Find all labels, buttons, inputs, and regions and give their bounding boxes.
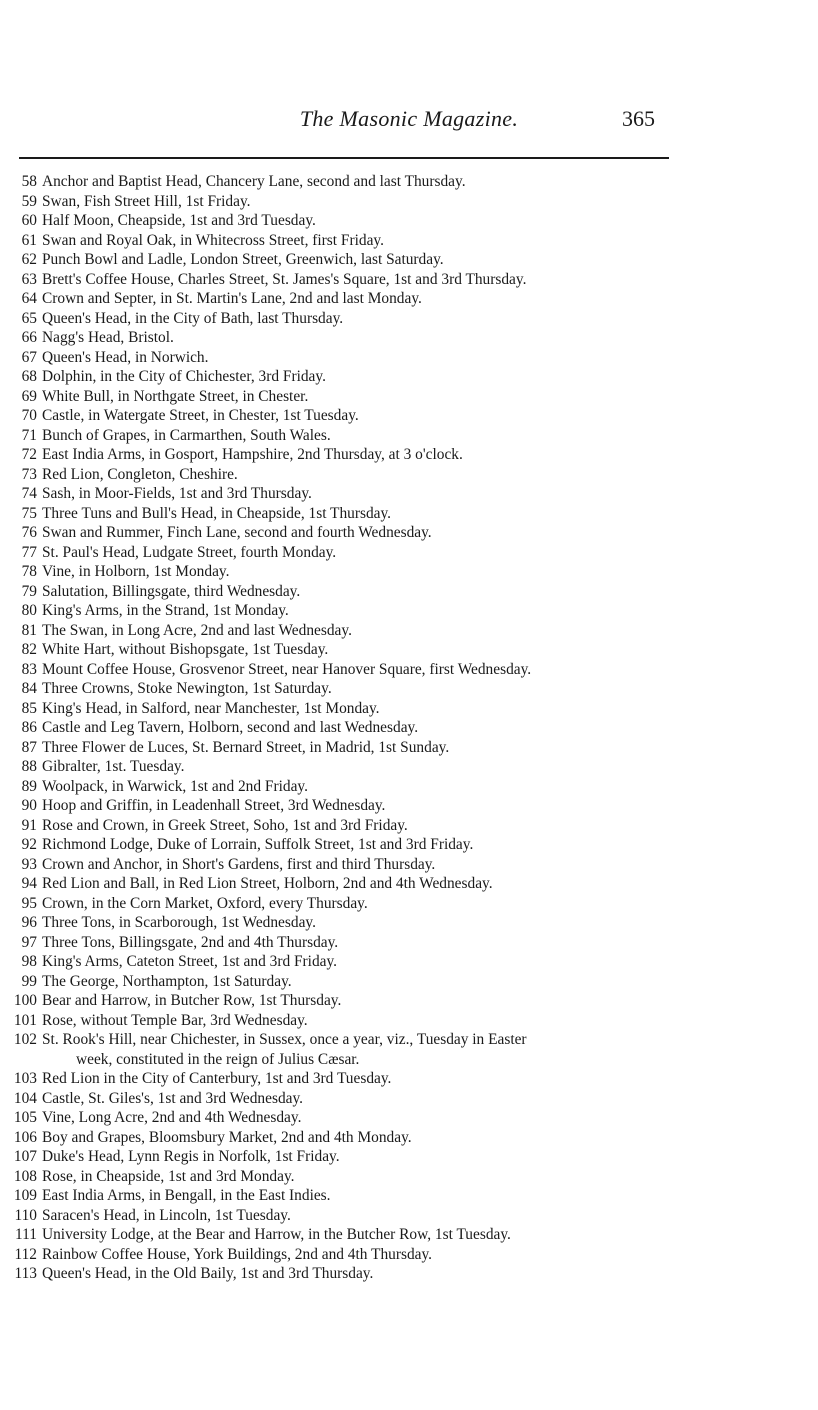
lodge-description: Crown, in the Corn Market, Oxford, every Thursday. xyxy=(42,894,368,912)
lodge-description: Hoop and Griffin, in Leadenhall Street, 3rd Wednesday. xyxy=(42,797,386,814)
lodge-description: Duke's Head, Lynn Regis in Norfolk, 1st Friday. xyxy=(42,1148,340,1165)
lodge-number: 77 xyxy=(21,543,37,561)
lodge-number: 72 xyxy=(21,446,37,463)
lodge-description: King's Arms, in the Strand, 1st Monday. xyxy=(42,602,289,619)
lodge-number: 104 xyxy=(13,1089,37,1107)
lodge-number: 70 xyxy=(21,407,37,424)
lodge-description: Castle, St. Giles's, 1st and 3rd Wednesday. xyxy=(42,1089,304,1107)
list-item xyxy=(0,250,818,270)
lodge-number: 109 xyxy=(13,1187,37,1204)
list-item xyxy=(0,1264,818,1284)
lodge-number: 107 xyxy=(13,1148,37,1165)
list-item xyxy=(0,523,818,543)
list-item xyxy=(0,757,818,777)
list-item xyxy=(0,718,818,738)
lodge-number: 64 xyxy=(21,290,37,307)
lodge-description: Rose, in Cheapside, 1st and 3rd Monday. xyxy=(42,1167,295,1185)
list-item xyxy=(0,1089,818,1109)
lodge-number: 86 xyxy=(21,719,37,736)
lodge-description: Three Crowns, Stoke Newington, 1st Saturday. xyxy=(42,680,332,697)
lodge-description: Gibralter, 1st. Tuesday. xyxy=(42,758,185,775)
lodge-number: 95 xyxy=(21,894,37,912)
lodge-number: 66 xyxy=(21,329,37,346)
list-item xyxy=(0,1225,818,1245)
lodge-description: Crown and Septer, in St. Martin's Lane, 2nd and last Monday. xyxy=(42,290,422,307)
list-item xyxy=(0,172,818,192)
lodge-number: 89 xyxy=(21,777,37,795)
list-item xyxy=(0,1030,818,1069)
lodge-number: 92 xyxy=(21,836,37,853)
list-item xyxy=(0,952,818,972)
lodge-description: Swan and Rummer, Finch Lane, second and fourth Wednesday. xyxy=(42,524,432,541)
lodge-number: 73 xyxy=(21,465,37,483)
list-item xyxy=(0,777,818,797)
lodge-number: 79 xyxy=(21,582,37,600)
lodge-description: Dolphin, in the City of Chichester, 3rd Friday. xyxy=(42,368,326,385)
lodge-number: 61 xyxy=(21,231,37,249)
lodge-description: White Bull, in Northgate Street, in Chester. xyxy=(42,387,309,405)
lodge-description: Swan and Royal Oak, in Whitecross Street, first Friday. xyxy=(42,231,384,249)
list-item xyxy=(0,231,818,251)
lodge-number: 101 xyxy=(13,1011,37,1029)
lodge-description: The Swan, in Long Acre, 2nd and last Wednesday. xyxy=(42,621,352,639)
lodge-description: Half Moon, Cheapside, 1st and 3rd Tuesday. xyxy=(42,212,316,229)
lodge-number: 71 xyxy=(21,426,37,444)
list-item xyxy=(0,1108,818,1128)
list-item xyxy=(0,699,818,719)
lodge-number: 90 xyxy=(21,797,37,814)
list-item xyxy=(0,367,818,387)
lodge-description: Salutation, Billingsgate, third Wednesday. xyxy=(42,582,301,600)
lodge-description: Queen's Head, in Norwich. xyxy=(42,348,209,366)
lodge-number: 105 xyxy=(13,1109,37,1126)
lodge-number: 100 xyxy=(13,992,37,1009)
list-item xyxy=(0,796,818,816)
lodge-description: University Lodge, at the Bear and Harrow, in the Butcher Row, 1st Tuesday. xyxy=(42,1226,511,1243)
lodge-number: 99 xyxy=(21,972,37,990)
lodge-description: King's Head, in Salford, near Manchester, 1st Monday. xyxy=(42,699,380,717)
lodge-number: 88 xyxy=(21,758,37,775)
lodge-number: 59 xyxy=(21,192,37,210)
lodge-description: The George, Northampton, 1st Saturday. xyxy=(42,972,292,990)
lodge-number: 74 xyxy=(21,485,37,502)
page-header xyxy=(0,106,818,136)
lodge-description: Red Lion in the City of Canterbury, 1st and 3rd Tuesday. xyxy=(42,1070,392,1087)
list-item xyxy=(0,543,818,563)
lodge-description: Three Flower de Luces, St. Bernard Street, in Madrid, 1st Sunday. xyxy=(42,738,450,756)
lodge-number: 87 xyxy=(21,738,37,756)
lodge-number: 102 xyxy=(13,1031,37,1048)
list-item xyxy=(0,445,818,465)
lodge-description: East India Arms, in Bengall, in the East Indies. xyxy=(42,1187,331,1204)
list-item xyxy=(0,406,818,426)
lodge-number: 84 xyxy=(21,680,37,697)
lodge-number: 98 xyxy=(21,953,37,970)
list-item xyxy=(0,972,818,992)
lodge-number: 58 xyxy=(21,173,37,190)
list-item xyxy=(0,855,818,875)
list-item xyxy=(0,640,818,660)
lodge-description: Bear and Harrow, in Butcher Row, 1st Thursday. xyxy=(42,992,342,1009)
lodge-description: Three Tuns and Bull's Head, in Cheapside, 1st Thursday. xyxy=(42,504,392,522)
lodge-list xyxy=(0,172,818,1284)
lodge-number: 81 xyxy=(21,621,37,639)
list-item xyxy=(0,192,818,212)
lodge-description: Sash, in Moor-Fields, 1st and 3rd Thursday. xyxy=(42,485,312,502)
list-item xyxy=(0,679,818,699)
list-item xyxy=(0,1167,818,1187)
lodge-description: St. Rook's Hill, near Chichester, in Sussex, once a year, viz., Tuesday in Easter xyxy=(42,1031,527,1048)
lodge-description: White Hart, without Bishopsgate, 1st Tuesday. xyxy=(42,641,329,658)
list-item xyxy=(0,1186,818,1206)
lodge-description: Three Tons, in Scarborough, 1st Wednesday. xyxy=(42,914,316,931)
lodge-number: 82 xyxy=(21,641,37,658)
lodge-number: 94 xyxy=(21,875,37,892)
running-title: The Masonic Magazine. xyxy=(299,106,519,131)
lodge-number: 108 xyxy=(13,1167,37,1185)
lodge-description: Crown and Anchor, in Short's Gardens, first and third Thursday. xyxy=(42,855,436,873)
list-item xyxy=(0,562,818,582)
lodge-number: 113 xyxy=(14,1265,37,1282)
lodge-description: Bunch of Grapes, in Carmarthen, South Wales. xyxy=(42,426,331,444)
lodge-description: Richmond Lodge, Duke of Lorrain, Suffolk Street, 1st and 3rd Friday. xyxy=(42,836,474,853)
lodge-description: Mount Coffee House, Grosvenor Street, near Hanover Square, first Wednesday. xyxy=(42,660,532,678)
list-item xyxy=(0,660,818,680)
list-item xyxy=(0,1011,818,1031)
lodge-number: 68 xyxy=(21,368,37,385)
lodge-number: 75 xyxy=(21,504,37,522)
list-item xyxy=(0,582,818,602)
list-item xyxy=(0,465,818,485)
list-item xyxy=(0,426,818,446)
lodge-number: 78 xyxy=(21,563,37,580)
lodge-number: 97 xyxy=(21,933,37,951)
list-item xyxy=(0,348,818,368)
list-item xyxy=(0,991,818,1011)
list-item xyxy=(0,1147,818,1167)
lodge-number: 65 xyxy=(21,309,37,327)
lodge-description: Anchor and Baptist Head, Chancery Lane, second and last Thursday. xyxy=(42,173,466,190)
lodge-number: 93 xyxy=(21,855,37,873)
lodge-description: King's Arms, Cateton Street, 1st and 3rd Friday. xyxy=(42,953,338,970)
lodge-number: 96 xyxy=(21,914,37,931)
lodge-description: Woolpack, in Warwick, 1st and 2nd Friday. xyxy=(42,777,308,795)
list-item xyxy=(0,835,818,855)
list-item xyxy=(0,816,818,836)
lodge-number: 103 xyxy=(13,1070,37,1087)
lodge-description: Queen's Head, in the Old Baily, 1st and 3rd Thursday. xyxy=(42,1265,374,1282)
lodge-description: Brett's Coffee House, Charles Street, St. James's Square, 1st and 3rd Thursday. xyxy=(42,270,527,288)
lodge-description: Boy and Grapes, Bloomsbury Market, 2nd and 4th Monday. xyxy=(42,1128,412,1146)
lodge-number: 83 xyxy=(21,660,37,678)
list-item xyxy=(0,894,818,914)
lodge-number: 69 xyxy=(21,387,37,405)
lodge-description: Castle and Leg Tavern, Holborn, second and last Wednesday. xyxy=(42,719,419,736)
list-item xyxy=(0,504,818,524)
lodge-description: Queen's Head, in the City of Bath, last Thursday. xyxy=(42,309,344,327)
list-item xyxy=(0,738,818,758)
lodge-number: 106 xyxy=(13,1128,37,1146)
lodge-description: East India Arms, in Gosport, Hampshire, 2nd Thursday, at 3 o'clock. xyxy=(42,446,463,463)
lodge-description-continuation: week, constituted in the reign of Julius Cæsar. xyxy=(76,1050,360,1068)
lodge-number: 91 xyxy=(21,816,37,834)
lodge-description: Swan, Fish Street Hill, 1st Friday. xyxy=(42,192,251,210)
list-item xyxy=(0,309,818,329)
lodge-description: Vine, Long Acre, 2nd and 4th Wednesday. xyxy=(42,1109,302,1126)
list-item xyxy=(0,289,818,309)
lodge-number: 62 xyxy=(21,251,37,268)
list-item xyxy=(0,913,818,933)
header-rule xyxy=(19,157,669,159)
list-item xyxy=(0,874,818,894)
list-item xyxy=(0,270,818,290)
list-item xyxy=(0,484,818,504)
lodge-number: 76 xyxy=(21,524,37,541)
list-item xyxy=(0,328,818,348)
list-item xyxy=(0,1245,818,1265)
lodge-number: 110 xyxy=(14,1206,37,1224)
lodge-description: Three Tons, Billingsgate, 2nd and 4th Thursday. xyxy=(42,933,339,951)
lodge-description: Vine, in Holborn, 1st Monday. xyxy=(42,563,230,580)
lodge-number: 80 xyxy=(21,602,37,619)
lodge-description: St. Paul's Head, Ludgate Street, fourth Monday. xyxy=(42,543,337,561)
list-item xyxy=(0,211,818,231)
list-item xyxy=(0,1069,818,1089)
lodge-number: 63 xyxy=(21,270,37,288)
list-item xyxy=(0,1128,818,1148)
lodge-description: Saracen's Head, in Lincoln, 1st Tuesday. xyxy=(42,1206,291,1224)
lodge-number: 112 xyxy=(14,1245,37,1263)
lodge-number: 67 xyxy=(21,348,37,366)
lodge-number: 85 xyxy=(21,699,37,717)
list-item xyxy=(0,933,818,953)
lodge-description: Rose, without Temple Bar, 3rd Wednesday. xyxy=(42,1011,308,1029)
page-number: 365 xyxy=(622,106,655,131)
list-item xyxy=(0,601,818,621)
lodge-description: Red Lion and Ball, in Red Lion Street, Holborn, 2nd and 4th Wednesday. xyxy=(42,875,493,892)
lodge-description: Rainbow Coffee House, York Buildings, 2nd and 4th Thursday. xyxy=(42,1245,433,1263)
lodge-description: Punch Bowl and Ladle, London Street, Greenwich, last Saturday. xyxy=(42,251,444,268)
lodge-description: Castle, in Watergate Street, in Chester, 1st Tuesday. xyxy=(42,407,359,424)
lodge-description: Rose and Crown, in Greek Street, Soho, 1st and 3rd Friday. xyxy=(42,816,408,834)
list-item xyxy=(0,621,818,641)
list-item xyxy=(0,387,818,407)
list-item xyxy=(0,1206,818,1226)
lodge-description: Nagg's Head, Bristol. xyxy=(42,329,174,346)
lodge-number: 111 xyxy=(15,1226,37,1243)
lodge-number: 60 xyxy=(21,212,37,229)
lodge-description: Red Lion, Congleton, Cheshire. xyxy=(42,465,238,483)
